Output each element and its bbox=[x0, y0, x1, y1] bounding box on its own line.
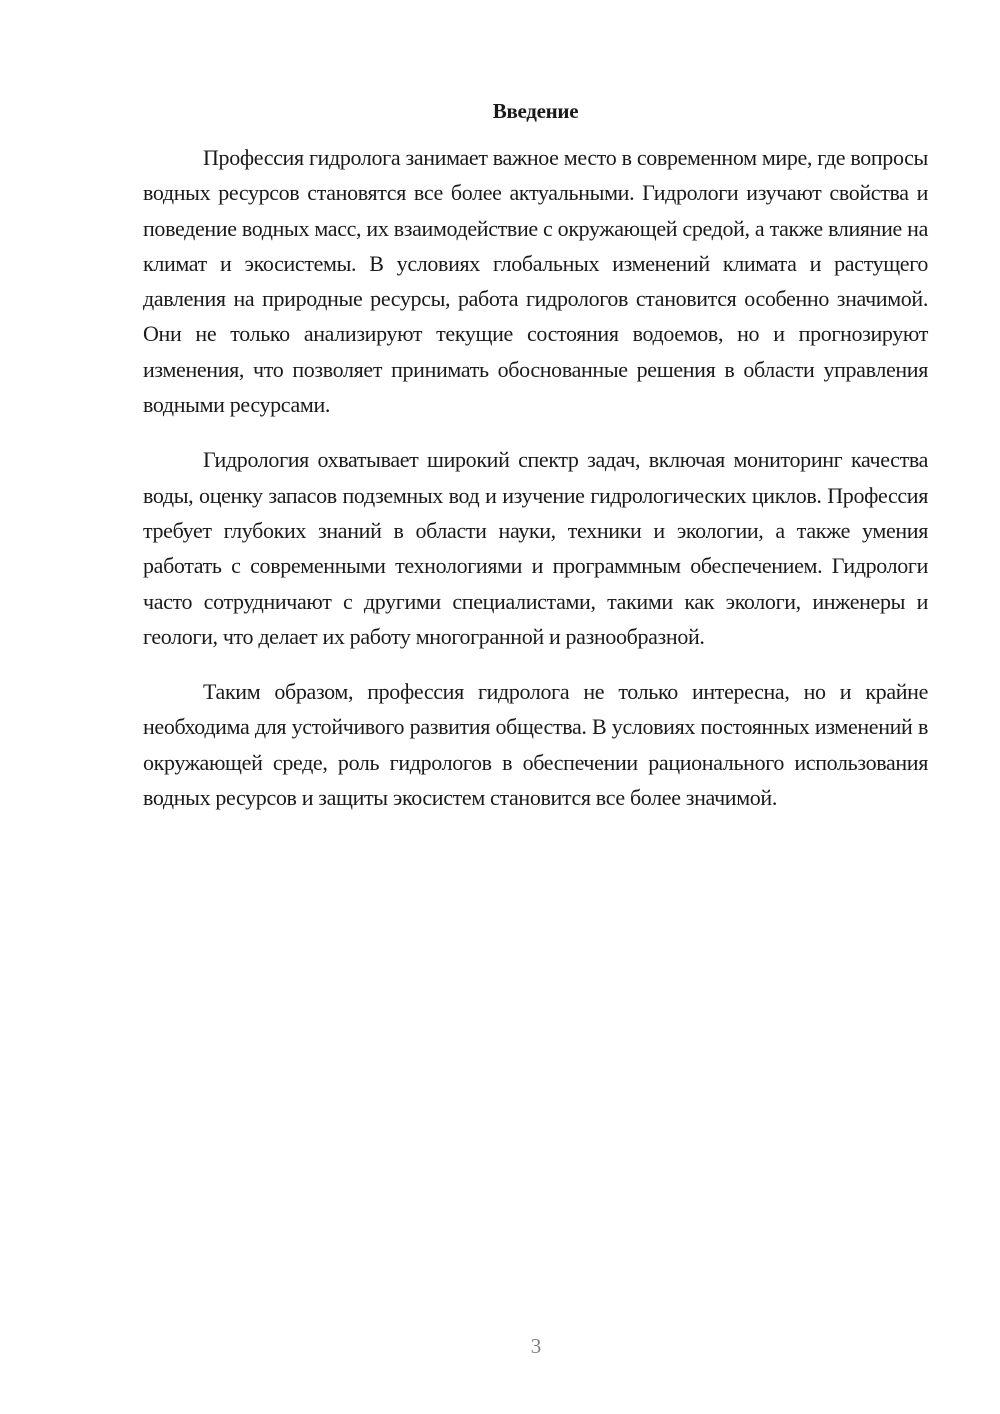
page-number: 3 bbox=[530, 1334, 542, 1358]
page-content bbox=[143, 96, 928, 835]
section-title: Введение bbox=[492, 99, 579, 123]
paragraph-3: Таким образом, профессия гидролога не только интересна, но и крайне необходима для устойчивого развития общества. В условиях постоянных изменений в окружающей среде, роль гидрологов в обеспечении рационального использования водных ресурсов и защиты экосистем становится все более значимой. bbox=[143, 679, 928, 811]
paragraph-1: Профессия гидролога занимает важное место в современном мире, где вопросы водных ресурсов становятся все более актуальными. Гидрологи изучают свойства и поведение водных масс, их взаимодействие с окружающей средой, а также влияние на климат и экосистемы. В условиях глобальных изменений климата и растущего давления на природные ресурсы, работа гидрологов становится особенно значимой. Они не только анализируют текущие состояния водоемов, но и прогнозируют изменения, что позволяет принимать обоснованные решения в области управления водными ресурсами. bbox=[143, 145, 928, 418]
paragraph-2: Гидрология охватывает широкий спектр задач, включая мониторинг качества воды, оценку запасов подземных вод и изучение гидрологических циклов. Профессия требует глубоких знаний в области науки, техники и экологии, а также умения работать с современными технологиями и программным обеспечением. Гидрологи часто сотрудничают с другими специалистами, такими как экологи, инженеры и геологи, что делает их работу многогранной и разнообразной. bbox=[143, 447, 928, 649]
